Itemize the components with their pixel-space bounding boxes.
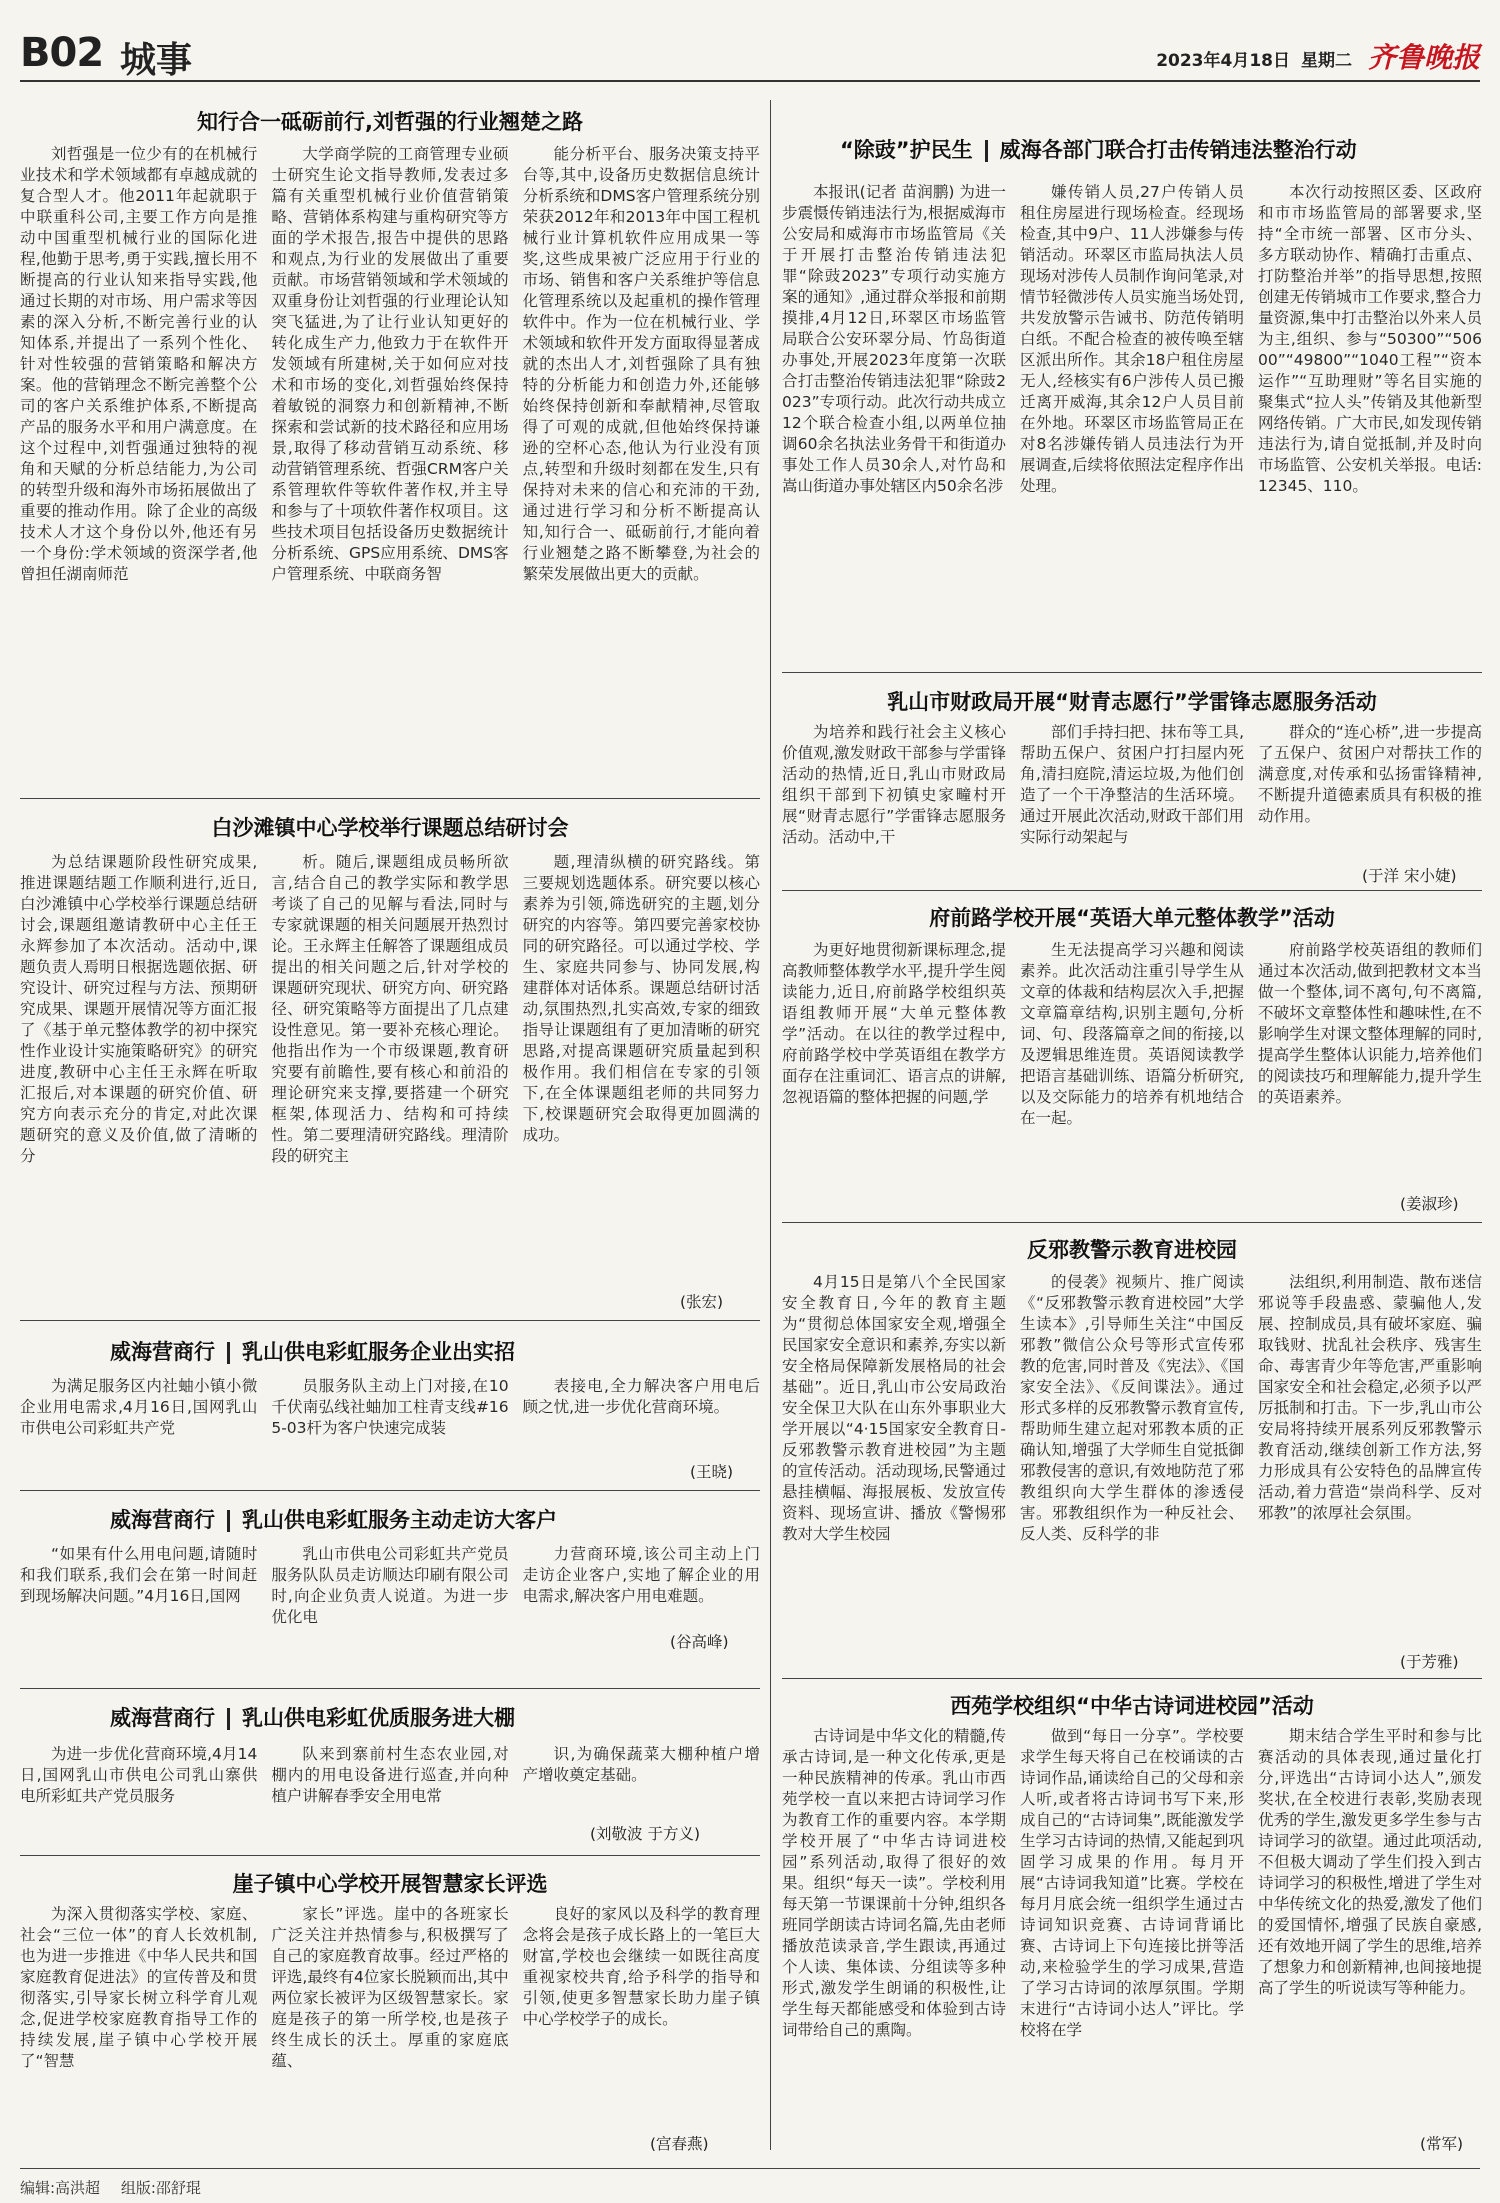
article-column: 良好的家风以及科学的教育理念将会是孩子成长路上的一笔巨大财富,学校也会继续一如既往高度重视家校共育,给予科学的指导和引领,使更多智慧家长助力崖子镇中心学校学子的成长。 — [522, 1905, 760, 2028]
article-column: 4月15日是第八个全民国家安全教育日,今年的教育主题为“贯彻总体国家安全观,增强全民国家安全意识和素养,夯实以新安全格局保障新发展格局的社会基础”。近日,乳山市公安局政治安全保卫大队在山东外事职业大学开展以“4·15国家安全教育日-反邪教警示教育进校园”为主题的宣传活动。活动现场,民警通过悬挂横幅、海报展板、发放宣传资料、现场宣讲、播放《警惕邪教对大学生校园 — [782, 1273, 1006, 1543]
article-column: 本次行动按照区委、区政府和市市场监管局的部署要求,坚持“全市统一部署、区市分头、多方联动协作、精确打击重点、打防整治并举”的指导思想,按照创建无传销城市工作要求,整合力量资源,集中打击整治以外来人员为主,组织、参与“50300”“50600”“49800”“1040工程”“资本运作”“互助理财”等名目实施的聚集式“拉人头”传销及其他新型网络传销。广大市民,如发现传销违法行为,请自觉抵制,并及时向市场监管、公安机关举报。电话:12345、110。 — [1258, 183, 1482, 495]
article-column: 家长”评选。崖中的各班家长广泛关注并热情参与,积极撰写了自己的家庭教育故事。经过严格的评选,最终有4位家长脱颖而出,其中两位家长被评为区级智慧家长。家庭是孩子的第一所学校,也是孩子终生成长的沃土。厚重的家庭底蕴、 — [271, 1905, 509, 2070]
paper-logo: 齐鲁晚报 — [1367, 41, 1480, 74]
byline: (张宏) — [680, 1293, 724, 1311]
layout-credit: 组版:邵舒琨 — [120, 2179, 201, 2197]
article-column: 为满足服务区内社蚰小镇小微企业用电需求,4月16日,国网乳山市供电公司彩虹共产党 — [20, 1377, 258, 1437]
title-separator — [227, 1510, 230, 1532]
article-body — [20, 1904, 760, 2136]
article-column: 表接电,全力解决客户用电后顾之忧,进一步优化营商环境。 — [522, 1377, 760, 1416]
divider — [782, 672, 1482, 673]
article-column: 府前路学校英语组的教师们通过本次活动,做到把教材文本当做一个整体,词不离句,句不离篇,不破坏文章整体性和趣味性,在不影响学生对课文整体理解的同时,提高学生整体认识能力,培养他们的阅读技巧和理解能力,提升学生的英语素养。 — [1258, 941, 1482, 1106]
article-column: 为进一步优化营商环境,4月14日,国网乳山市供电公司乳山寨供电所彩虹共产党员服务 — [20, 1745, 258, 1805]
article-column: 刘哲强是一位少有的在机械行业技术和学术领域都有卓越成就的复合型人才。他2011年起就职于中联重科公司,主要工作方向是推动中国重型机械行业的国际化进程,他勤于思考,勇于实践,擅长用不断提高的行业认知来指导实践,他通过长期的对市场、用户需求等因素的深入分析,不断完善行业的认知体系,并提出了一系列个性化、针对性较强的营销策略和解决方案。他的营销理念不断完善整个公司的客户关系维护体系,不断提高产品的服务水平和用户满意度。在这个过程中,刘哲强通过独特的视角和天赋的分析总结能力,为公司的转型升级和海外市场拓展做出了重要的推动作用。除了企业的高级技术人才这个身份以外,他还有另一个身份:学术领域的资深学者,他曾担任湖南师范 — [20, 145, 258, 583]
divider — [782, 890, 1482, 891]
byline: (于洋 宋小婕) — [1362, 867, 1457, 885]
article-body — [782, 1272, 1482, 1650]
article-column: 期末结合学生平时和参与比赛活动的具体表现,通过量化打分,评选出“古诗词小达人”,颁发奖状,在全校进行表彰,奖励表现优秀的学生,激发更多学生参与古诗词学习的欲望。通过此项活动,不但极大调动了学生们投入到古诗词学习的积极性,增进了学生对中华传统文化的热爱,激发了他们的爱国情怀,增强了民族自豪感,还有效地开阔了学生的思维,培养了想象力和创新精神,也间接地提高了学生的听说读写等种能力。 — [1258, 1727, 1482, 1997]
editor-credit: 编辑:高洪超 — [20, 2179, 101, 2197]
article-title — [110, 1504, 557, 1534]
headline: 乳山供电彩虹优质服务进大棚 — [242, 1706, 515, 1730]
article-column: 本报讯(记者 苗润鹏) 为进一步震慑传销违法行为,根据威海市公安局和威海市市场监管局《关于开展打击整治传销违法犯罪“除豉2023”专项行动实施方案的通知》,通过群众举报和前期摸排,4月12日,环翠区市场监管局联合公安环翠分局、竹岛街道办事处,开展2023年度第一次联合打击整治传销违法犯罪“除豉2023”专项行动。此次行动共成立12个联合检查小组,以两单位抽调60余名执法业务骨干和街道办事处工作人员30余人,对竹岛和嵩山街道办事处辖区内50余名涉 — [782, 183, 1006, 495]
issue-date: 2023年4月18日 — [1156, 51, 1290, 71]
byline: (王晓) — [690, 1463, 734, 1481]
column-tag: 威海营商行 — [110, 1508, 215, 1532]
page-number: B02 — [20, 30, 104, 76]
section-title: 城事 — [120, 40, 193, 81]
title-separator — [985, 140, 988, 162]
article-column: 为总结课题阶段性研究成果,推进课题结题工作顺利进行,近日,白沙滩镇中心学校举行课题总结研讨会,课题组邀请教研中心主任王永辉参加了本次活动。活动中,课题负责人焉明日根据选题依据、研究设计、研究过程与方法、预期研究成果、课题开展情况等方面汇报了《基于单元整体教学的初中探究性作业设计实施策略研究》的研究进度,教研中心主任王永辉在听取汇报后,对本课题的研究价值、研究方向表示充分的肯定,对此次课题研究的意义及价值,做了清晰的分 — [20, 853, 258, 1165]
article-body — [20, 1744, 760, 1830]
headline: 威海各部门联合打击传销违法整治行动 — [999, 138, 1357, 162]
page-header — [20, 22, 1480, 82]
article-column: 题,理清纵横的研究路线。第三要规划选题体系。研究要以核心素养为引领,筛选研究的主题,划分研究的内容等。第四要完善家校协同的研究路径。可以通过学校、学生、家庭共同参与、协同发展,构建群体对话体系。课题总结研讨活动,氛围热烈,扎实高效,专家的细致指导让课题组有了更加清晰的研究思路,对提高课题研究质量起到积极作用。我们相信在专家的引领下,在全体课题组老师的共同努力下,校课题研究会取得更加圆满的成功。 — [522, 853, 760, 1144]
article-title: 知行合一砥砺前行,刘哲强的行业翘楚之路 — [197, 110, 583, 134]
divider — [782, 1678, 1482, 1679]
article-column: 员服务队主动上门对接,在10千伏南弘线社蚰加工柱青支线#165-03杆为客户快速完成装 — [271, 1377, 509, 1437]
issue-weekday: 星期二 — [1301, 51, 1352, 71]
byline: (姜淑珍) — [1400, 1195, 1459, 1213]
article-title — [110, 1702, 515, 1732]
divider — [20, 1320, 760, 1321]
byline: (常军) — [1420, 2135, 1464, 2153]
column-tag: “除豉”护民生 — [840, 138, 973, 162]
article-column: 为更好地贯彻新课标理念,提高教师整体教学水平,提升学生阅读能力,近日,府前路学校组织英语组教师开展“大单元整体教学”活动。在以往的教学过程中,府前路学校中学英语组在教学方面存在注重词汇、语言点的讲解,忽视语篇的整体把握的问题,学 — [782, 941, 1006, 1106]
article-title — [110, 1336, 515, 1366]
article-column: 嫌传销人员,27户传销人员租住房屋进行现场检查。经现场检查,其中9户、11人涉嫌参与传销活动。环翠区市监局执法人员现场对涉传人员制作询问笔录,对情节轻微涉传人员实施当场处罚,共发放警示告诫书、防范传销明白纸。不配合检查的被传唤至辖区派出所作。其余18户租住房屋无人,经核实有6户涉传人员已搬迁离开威海,其余12户人员目前在外地。环翠区市场监管局正在对8名涉嫌传销人员违法行为开展调查,后续将依照法定程序作出处理。 — [1020, 183, 1244, 495]
headline: 乳山供电彩虹服务企业出实招 — [242, 1340, 515, 1364]
article-column: 做到“每日一分享”。学校要求学生每天将自己在校诵读的古诗词作品,诵读给自己的父母和亲人听,或者将古诗词书写下来,形成自己的“古诗词集”,既能激发学生学习古诗词的热情,又能起到巩固学习成果的作用。每月开展“古诗词我知道”比赛。学校在每月月底会统一组织学生通过古诗词知识竞赛、古诗词背诵比赛、古诗词上下句连接比拼等活动,来检验学生的学习成果,营造了学习古诗词的浓厚氛围。学期末进行“古诗词小达人”评比。学校将在学 — [1020, 1727, 1244, 2039]
column-tag: 威海营商行 — [110, 1340, 215, 1364]
article-title: 反邪教警示教育进校园 — [1027, 1238, 1237, 1262]
article-body — [20, 1376, 760, 1462]
title-separator — [227, 1342, 230, 1364]
article-title: 崖子镇中心学校开展智慧家长评选 — [232, 1872, 548, 1896]
article-title: 府前路学校开展“英语大单元整体教学”活动 — [929, 906, 1335, 930]
byline: (谷高峰) — [670, 1633, 729, 1651]
article-body — [20, 852, 760, 1292]
article-column: 队来到寨前村生态农业园,对棚内的用电设备进行巡查,并向种植户讲解春季安全用电常 — [271, 1745, 509, 1805]
divider — [20, 798, 760, 799]
article-column: 群众的“连心桥”,进一步提高了五保户、贫困户对帮扶工作的满意度,对传承和弘扬雷锋精神,不断提升道德素质具有积极的推动作用。 — [1258, 723, 1482, 825]
article-column: 的侵袭》视频片、推广阅读《“反邪教警示教育进校园”大学生读本》,引导师生关注“中国反邪教”微信公众号等形式宣传邪教的危害,同时普及《宪法》、《国家安全法》、《反间谍法》。通过形式多样的反邪教警示教育宣传,帮助师生建立起对邪教本质的正确认知,增强了大学师生自觉抵御邪教侵害的意识,有效地防范了邪教组织向大学生群体的渗透侵害。邪教组织作为一种反社会、反人类、反科学的非 — [1020, 1273, 1244, 1543]
byline: (于芳雅) — [1400, 1653, 1459, 1671]
article-body — [20, 144, 760, 784]
headline: 乳山供电彩虹服务主动走访大客户 — [242, 1508, 557, 1532]
article-column: 识,为确保蔬菜大棚种植户增产增收奠定基础。 — [522, 1745, 760, 1784]
article-column: 析。随后,课题组成员畅所欲言,结合自己的教学实际和教学思考谈了自己的见解与看法,同时与专家就课题的相关问题展开热烈讨论。王永辉主任解答了课题组成员提出的相关问题之后,针对学校的课题研究现状、研究方向、研究路径、研究策略等方面提出了几点建设性意见。第一要补充核心理论。他指出作为一个市级课题,教育研究要有前瞻性,要有核心和前沿的理论研究来支撑,要搭建一个研究框架,体现活力、结构和可持续性。第二要理清研究路线。理清阶段的研究主 — [271, 853, 509, 1165]
article-title: 西苑学校组织“中华古诗词进校园”活动 — [950, 1694, 1314, 1718]
divider — [20, 1855, 760, 1856]
byline: (刘敬波 于方义) — [590, 1825, 701, 1843]
article-title: 乳山市财政局开展“财青志愿行”学雷锋志愿服务活动 — [887, 690, 1377, 714]
article-body — [782, 940, 1482, 1190]
article-body — [782, 1726, 1482, 2136]
article-column: 古诗词是中华文化的精髓,传承古诗词,是一种文化传承,更是一种民族精神的传承。乳山市西苑学校一直以来把古诗词学习作为教育工作的重要内容。本学期学校开展了“中华古诗词进校园”系列活动,取得了很好的效果。组织“每天一读”。学校利用每天第一节课课前十分钟,组织各班同学朗读古诗词名篇,先由老师播放范读录音,学生跟读,再通过个人读、集体读、分组读等多种形式,激发学生朗诵的积极性,让学生每天都能感受和体验到古诗词带给自己的熏陶。 — [782, 1727, 1006, 2039]
article-title: 白沙滩镇中心学校举行课题总结研讨会 — [211, 816, 569, 840]
article-body — [782, 182, 1482, 662]
article-column: 大学商学院的工商管理专业硕士研究生论文指导教师,发表过多篇有关重型机械行业价值营销策略、营销体系构建与重构研究等方面的学术报告,报告中提供的思路和观点,为行业的发展做出了重要贡献。市场营销领域和学术领域的双重身份让刘哲强的行业理论认知突飞猛进,为了让行业认知更好的转化成生产力,他致力于在软件开发领域有所建树,关于如何应对技术和市场的变化,刘哲强始终保持着敏锐的洞察力和创新精神,不断探索和尝试新的技术路径和应用场景,取得了移动营销互动系统、移动营销管理系统、哲强CRM客户关系管理软件等软件著作权,并主导和参与了十项软件著作权项目。这些技术项目包括设备历史数据统计分析系统、GPS应用系统、DMS客户管理系统、中联商务智 — [271, 145, 509, 583]
column-divider — [770, 100, 771, 2150]
article-column: 力营商环境,该公司主动上门走访企业客户,实地了解企业的用电需求,解决客户用电难题。 — [522, 1545, 760, 1605]
article-title — [840, 134, 1357, 164]
column-tag: 威海营商行 — [110, 1706, 215, 1730]
divider — [20, 1490, 760, 1491]
byline: (宫春燕) — [650, 2135, 709, 2153]
article-column: 乳山市供电公司彩虹共产党员服务队队员走访顺达印刷有限公司时,向企业负责人说道。为进一步优化电 — [271, 1545, 509, 1626]
article-body — [782, 722, 1482, 874]
divider — [20, 1688, 760, 1689]
divider — [782, 1222, 1482, 1223]
article-body — [20, 1544, 760, 1630]
article-column: “如果有什么用电问题,请随时和我们联系,我们会在第一时间赶到现场解决问题。”4月16日,国网 — [20, 1545, 258, 1605]
article-column: 为深入贯彻落实学校、家庭、社会“三位一体”的育人长效机制,也为进一步推进《中华人民共和国家庭教育促进法》的宣传普及和贯彻落实,引导家长树立科学育儿观念,促进学校家庭教育指导工作的持续发展,崖子镇中心学校开展了“智慧 — [20, 1905, 258, 2070]
page-footer — [20, 2168, 1480, 2198]
article-column: 生无法提高学习兴趣和阅读素养。此次活动注重引导学生从文章的体裁和结构层次入手,把握文章篇章结构,识别主题句,分析词、句、段落篇章之间的衔接,以及逻辑思维连贯。英语阅读教学把语言基础训练、语篇分析研究,以及交际能力的培养有机地结合在一起。 — [1020, 941, 1244, 1127]
title-separator — [227, 1708, 230, 1730]
article-column: 能分析平台、服务决策支持平台等,其中,设备历史数据信息统计分析系统和DMS客户管理系统分别荣获2012年和2013年中国工程机械行业计算机软件应用成果一等奖,这些成果被广泛应用于行业的市场、销售和客户关系维护等信息化管理系统以及起重机的操作管理软件中。作为一位在机械行业、学术领域和软件开发方面取得显著成就的杰出人才,刘哲强除了具有独特的分析能力和创造力外,还能够始终保持创新和奉献精神,尽管取得了可观的成就,但他始终保持谦逊的空杯心态,他认为行业没有顶点,转型和升级时刻都在发生,只有保持对未来的信心和充沛的干劲,通过进行学习和分析不断提高认知,知行合一、砥砺前行,才能向着行业翘楚之路不断攀登,为社会的繁荣发展做出更大的贡献。 — [522, 145, 760, 583]
article-column: 为培养和践行社会主义核心价值观,激发财政干部参与学雷锋活动的热情,近日,乳山市财政局组织干部到下初镇史家疃村开展“财青志愿行”学雷锋志愿服务活动。活动中,干 — [782, 723, 1006, 846]
article-column: 部们手持扫把、抹布等工具,帮助五保户、贫困户打扫屋内死角,清扫庭院,清运垃圾,为他们创造了一个干净整洁的生活环境。通过开展此次活动,财政干部们用实际行动架起与 — [1020, 723, 1244, 846]
article-column: 法组织,利用制造、散布迷信邪说等手段蛊惑、蒙骗他人,发展、控制成员,具有破坏家庭、骗取钱财、扰乱社会秩序、残害生命、毒害青少年等危害,严重影响国家安全和社会稳定,必须予以严厉抵制和打击。下一步,乳山市公安局将持续开展系列反邪教警示教育活动,继续创新工作方法,努力形成具有公安特色的品牌宣传活动,着力营造“崇尚科学、反对邪教”的浓厚社会氛围。 — [1258, 1273, 1482, 1522]
